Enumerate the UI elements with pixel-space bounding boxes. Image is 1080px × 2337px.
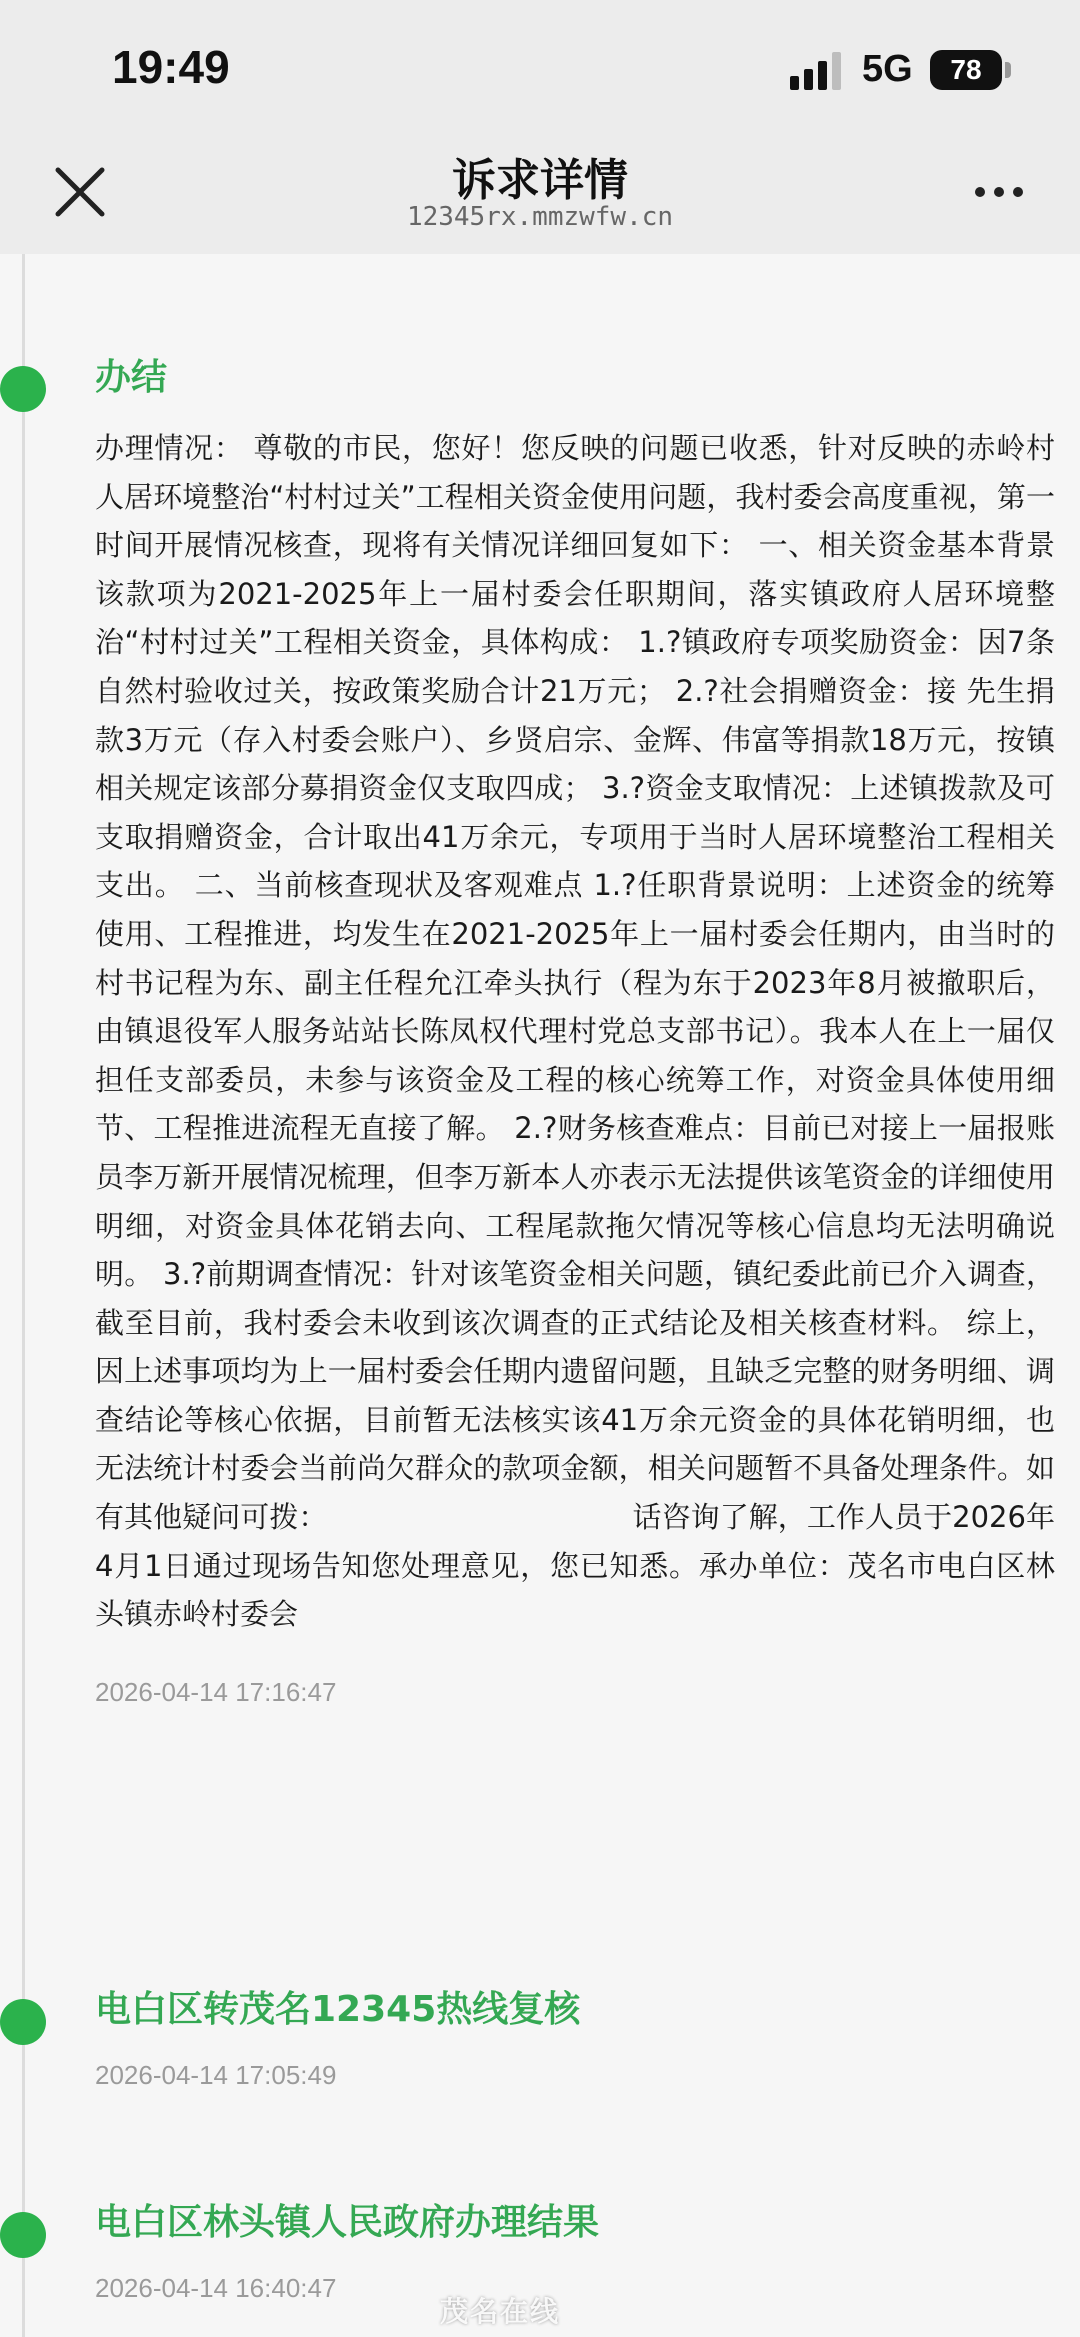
- entry-time: 2026-04-14 16:40:47: [95, 2273, 337, 2303]
- timeline-dot: [0, 2212, 46, 2258]
- timeline-dot: [0, 366, 46, 412]
- network-type: 5G: [862, 48, 913, 90]
- more-options-icon[interactable]: [975, 182, 1035, 202]
- page-title: 诉求详情: [452, 155, 628, 206]
- battery-icon: [930, 50, 1002, 90]
- entry-time: 2026-04-14 17:16:47: [95, 1676, 337, 1707]
- entry-title: 电白区林头镇人民政府办理结果: [95, 2202, 600, 2243]
- timeline-entry: [95, 2197, 1055, 2304]
- nav-header: [0, 130, 1080, 254]
- status-bar: [0, 0, 1080, 130]
- timeline: [0, 254, 1080, 2337]
- timeline-entry: [95, 352, 1055, 1708]
- entry-title: 办结: [95, 357, 168, 398]
- signal-icon: [790, 52, 846, 90]
- entry-title: 电白区转茂名12345热线复核: [95, 1989, 581, 2030]
- timeline-entry: [95, 1984, 1055, 2091]
- page-url: 12345rx.mmzwfw.cn: [406, 202, 674, 232]
- watermark: 茂名在线: [440, 2295, 561, 2328]
- timeline-dot: [0, 1999, 46, 2045]
- status-time: 19:49: [112, 41, 230, 93]
- entry-body: 办理情况： 尊敬的市民，您好！您反映的问题已收悉，针对反映的赤岭村人居环境整治“村村过关”工程相关资金使用问题，我村委会高度重视，第一时间开展情况核查，现将有关情况详细回复如下： 一、相关资金基本背景 该款项为2021-2025年上一届村委会任职期间，落实镇政府人居环境整治“村村过关”工程相关资金，具体构成： 1.?镇政府专项奖励资金：因7条自然村验收过关，按政策奖励合计21万元； 2.?社会捐赠资金：接 先生捐款3万元（存入村委会账户）、乡贤启宗、金辉、伟富等捐款18万元，按镇相关规定该部分募捐资金仅支取四成； 3.?资金支取情况：上述镇拨款及可支取捐赠资金，合计取出41万余元，专项用于当时人居环境整治工程相关支出。 二、当前核查现状及客观难点 1.?任职背景说明：上述资金的统筹使用、工程推进，均发生在2021-2025年上一届村委会任期内，由当时的村书记程为东、副主任程允江牵头执行（程为东于2023年8月被撤职后，由镇退役军人服务站站长陈凤权代理村党总支部书记）。我本人在上一届仅担任支部委员，未参与该资金及工程的核心统筹工作，对资金具体使用细节、工程推进流程无直接了解。 2.?财务核查难点：目前已对接上一届报账员李万新开展情况梳理，但李万新本人亦表示无法提供该笔资金的详细使用明细，对资金具体花销去向、工程尾款拖欠情况等核心信息均无法明确说明。 3.?前期调查情况：针对该笔资金相关问题，镇纪委此前已介入调查，截至目前，我村委会未收到该次调查的正式结论及相关核查材料。 综上，因上述事项均为上一届村委会任期内遗留问题，且缺乏完整的财务明细、调查结论等核心依据，目前暂无法核实该41万余元资金的具体花销明细，也无法统计村委会当前尚欠群众的款项金额，相关问题暂不具备处理条件。如有其他疑问可拨： 话咨询了解，工作人员于2026年4月1日通过现场告知您处理意见，您已知悉。承办单位：茂名市电白区林头镇赤岭村委会: [95, 431, 1055, 1632]
- battery-level: 78: [950, 54, 982, 85]
- entry-time: 2026-04-14 17:05:49: [95, 2060, 337, 2090]
- battery-tip: [1005, 62, 1011, 78]
